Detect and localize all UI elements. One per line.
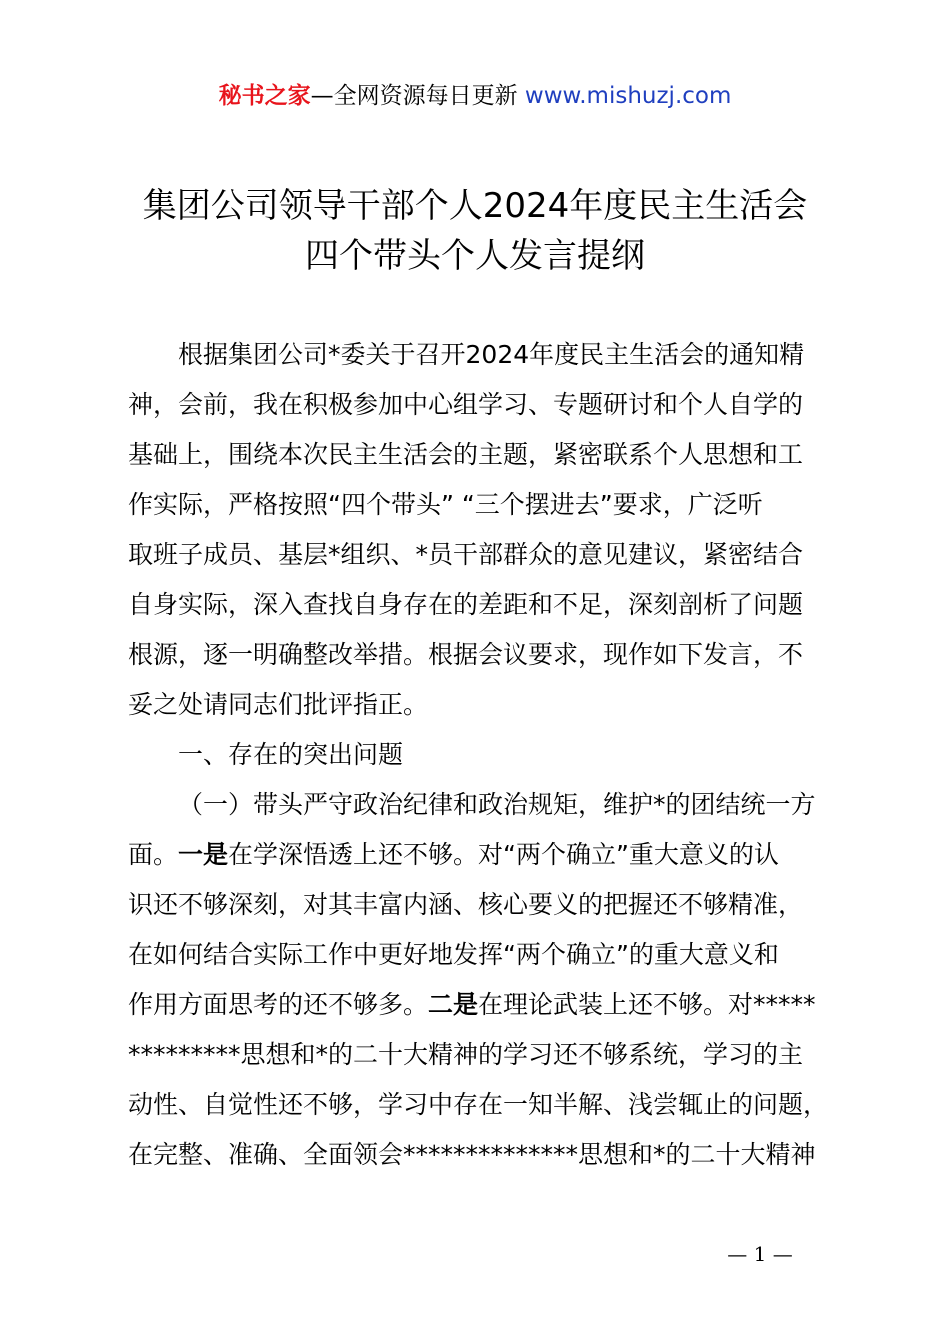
paragraph-1-line: 妥之处请同志们批评指正。 [128, 690, 429, 719]
document-body [128, 330, 838, 1180]
paragraph-1-line: 作实际，严格按照“四个带头” “三个摆进去”要求，广泛听 [128, 490, 763, 519]
site-header [0, 80, 950, 112]
paragraph-1-line: 自身实际，深入查找自身存在的差距和不足，深刻剖析了问题 [128, 590, 804, 619]
document-title-line-2: 四个带头个人发言提纲 [305, 236, 645, 276]
paragraph-1-line: 神，会前，我在积极参加中心组学习、专题研讨和个人自学的 [128, 390, 804, 419]
paragraph-1-line: 基础上，围绕本次民主生活会的主题，紧密联系个人思想和工 [128, 440, 804, 469]
paragraph-2-line: 识还不够深刻，对其丰富内涵、核心要义的把握还不够精准， [128, 890, 804, 919]
text-run: 在学深悟透上还不够。对“两个确立”重大意义的认 [228, 840, 779, 869]
paragraph-2-line: 在如何结合实际工作中更好地发挥“两个确立”的重大意义和 [128, 940, 779, 969]
brand-name: 秘书之家 [218, 83, 311, 109]
page-number: — 1 — [727, 1242, 793, 1266]
paragraph-2-line [128, 980, 838, 1030]
paragraph-1-line: 根据集团公司*委关于召开2024年度民主生活会的通知精 [178, 340, 805, 369]
section-heading: 一、存在的突出问题 [178, 740, 404, 769]
paragraph-2-line: 动性、自觉性还不够，学习中存在一知半解、浅尝辄止的问题， [128, 1090, 829, 1119]
text-run: 面。 [128, 840, 179, 869]
text-run: 在理论武装上还不够。对***** [478, 990, 816, 1019]
paragraph-2-line: （一）带头严守政治纪律和政治规矩，维护*的团结统一方 [178, 790, 816, 819]
bold-marker: 二是 [428, 990, 479, 1019]
document-title-line-1: 集团公司领导干部个人2024年度民主生活会 [142, 186, 808, 226]
header-tagline: —全网资源每日更新 [310, 83, 518, 109]
text-run: 作用方面思考的还不够多。 [128, 990, 429, 1019]
paragraph-2-line [128, 830, 838, 880]
paragraph-1-line: 根源，逐一明确整改举措。根据会议要求，现作如下发言，不 [128, 640, 804, 669]
bold-marker: 一是 [178, 840, 229, 869]
paragraph-2-line: *********思想和*的二十大精神的学习还不够系统，学习的主 [128, 1040, 804, 1069]
site-url-link[interactable]: www.mishuzj.com [524, 83, 732, 109]
paragraph-1-line: 取班子成员、基层*组织、*员干部群众的意见建议，紧密结合 [128, 540, 804, 569]
paragraph-2-line: 在完整、准确、全面领会**************思想和*的二十大精神 [128, 1140, 816, 1169]
